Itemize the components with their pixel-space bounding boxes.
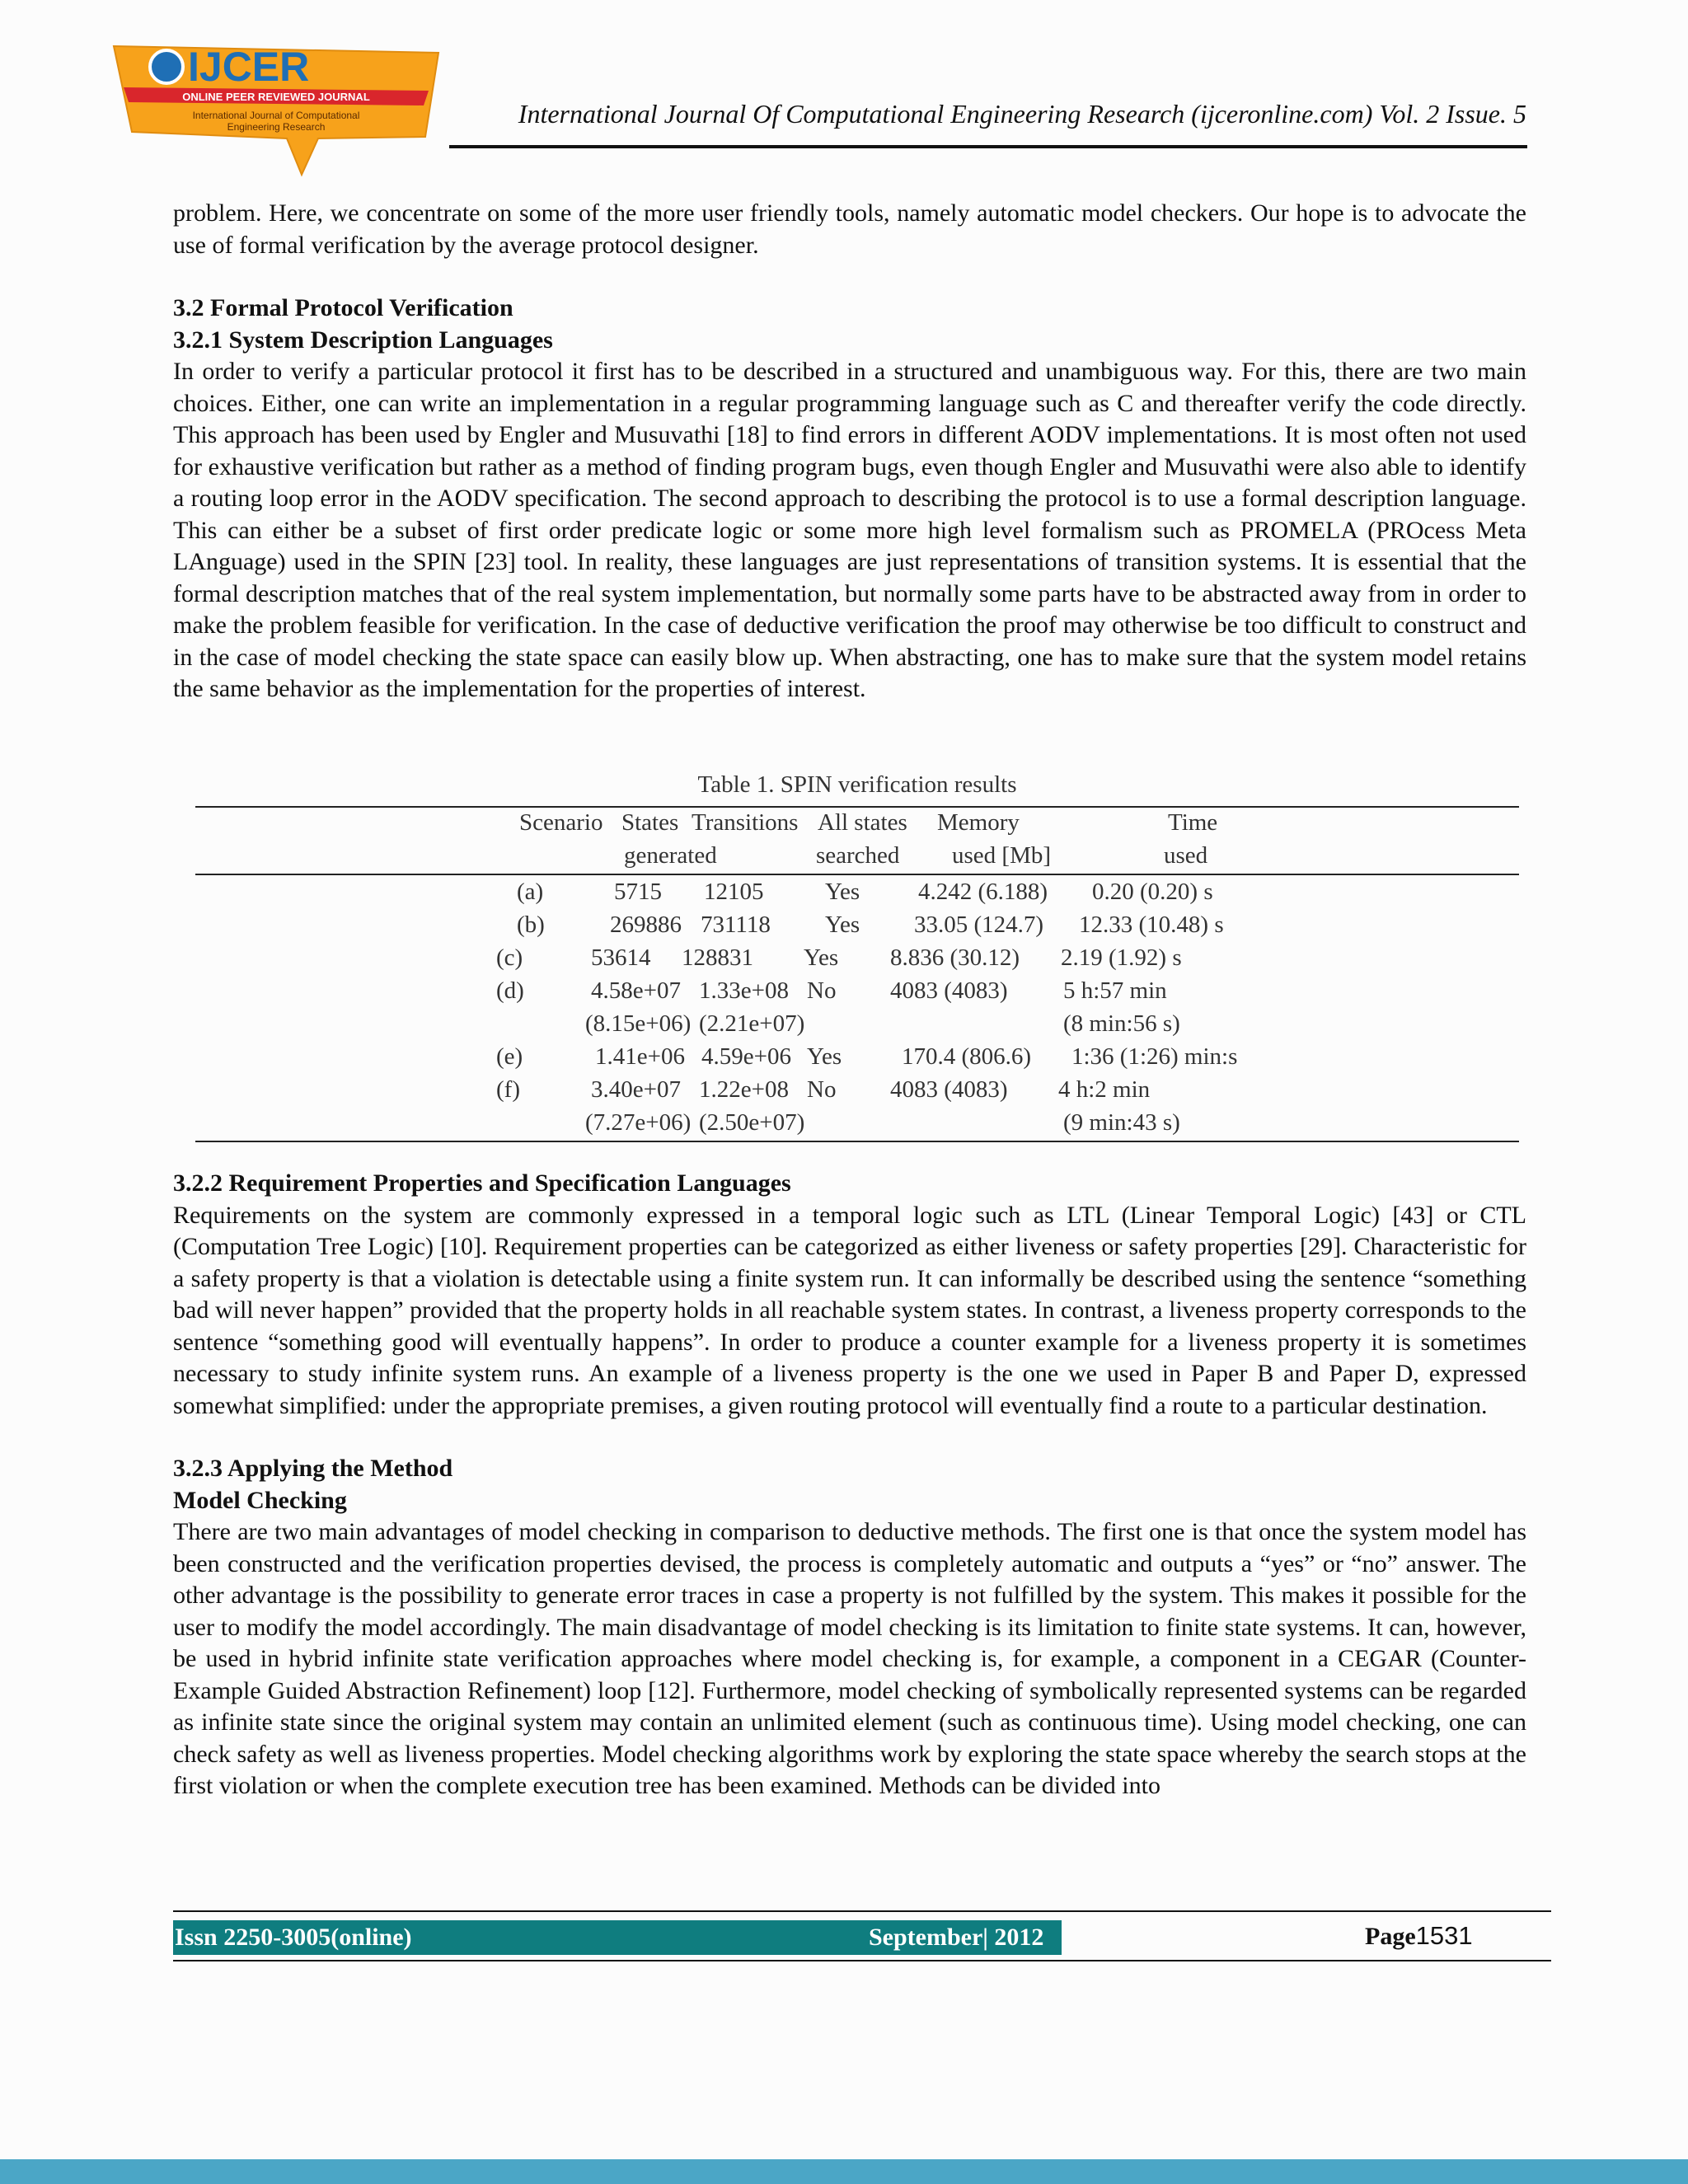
table-cell-searched: Yes — [804, 944, 839, 971]
table-cell-scenario: (c) — [496, 944, 523, 971]
table-cell-scenario: (a) — [517, 879, 544, 905]
table-cell-time: 5 h:57 min — [1063, 977, 1167, 1004]
table-cell-states: 269886 — [610, 912, 682, 938]
table-cell-transitions: (2.21e+07) — [699, 1010, 805, 1037]
table-header-rule — [195, 874, 1519, 875]
table-cell-transitions: 1.33e+08 — [699, 977, 789, 1004]
table-cell-searched: Yes — [825, 879, 860, 905]
table-cell-memory: 8.836 (30.12) — [890, 944, 1020, 971]
logo-tagline: ONLINE PEER REVIEWED JOURNAL — [182, 91, 370, 103]
footer-bottom-rule — [173, 1960, 1551, 1961]
col-header-searched: searched — [816, 842, 900, 869]
table-cell-scenario: (f) — [496, 1076, 520, 1103]
table-cell-states: 3.40e+07 — [591, 1076, 681, 1103]
intro-paragraph: problem. Here, we concentrate on some of the more user friendly tools, namely automatic model checkers. Our hope is to advocate the use of formal verification by the average protocol designer. — [173, 199, 1526, 259]
table-cell-transitions: 128831 — [682, 944, 753, 971]
logo-name: IJCER — [188, 44, 310, 90]
table-cell-memory: 33.05 (124.7) — [914, 912, 1044, 938]
section-3-2-1-paragraph: In order to verify a particular protocol it first has to be described in a structured and unambiguous way. For this, there are two main choices. Either, one can write an implementation in a regular programming language such as C and thereafter verify the code directly. This approach has been used by Engler and Musuvathi [18] to find errors in different AODV implementations. It is most often not used for exhaustive verification but rather as a method of finding program bugs, even though Engler and Musuvathi were also able to identify a routing loop error in the AODV specification. The second approach to describing the protocol is to use a formal description language. This can either be a subset of first order predicate logic or some more high level formalism such as PROMELA (PROcess Meta LAnguage) used in the SPIN [23] tool. In reality, these languages are just representations of transition systems. It is essential that the formal description matches that of the real system implementation, but normally some parts have to be abstracted away from in order to make the problem feasible for verification. In the case of deductive verification the proof may otherwise be too difficult to construct and in the case of model checking the state space can easily blow up. When abstracting, one has to make sure that the system model retains the same behavior as the implementation for the properties of interest. — [173, 358, 1526, 702]
col-header-memory: Memory — [937, 809, 1020, 836]
col-header-used: used — [1164, 842, 1208, 869]
section-3-2-1-heading: 3.2.1 System Description Languages — [173, 326, 553, 354]
table-cell-transitions: 1.22e+08 — [699, 1076, 789, 1103]
table-cell-states: 5715 — [614, 879, 662, 905]
table-cell-searched: No — [807, 1076, 837, 1103]
col-header-time: Time — [1168, 809, 1218, 836]
table-cell-searched: No — [807, 977, 837, 1004]
table-cell-time: 4 h:2 min — [1058, 1076, 1151, 1103]
table-cell-scenario: (b) — [517, 912, 545, 938]
col-header-generated: generated — [624, 842, 717, 869]
section-3-2-heading: 3.2 Formal Protocol Verification — [173, 294, 513, 321]
footer-page — [1365, 1919, 1473, 1954]
table-cell-searched: Yes — [825, 912, 860, 938]
journal-title: International Journal Of Computational Engineering Research (ijceronline.com) Vol. 2 Issue. 5 — [518, 99, 1526, 129]
table-cell-states: 1.41e+06 — [595, 1043, 685, 1070]
table-cell-time: 2.19 (1.92) s — [1061, 944, 1182, 971]
header-rule — [449, 145, 1527, 148]
table-bottom-rule — [195, 1141, 1519, 1142]
model-checking-paragraph: There are two main advantages of model checking in comparison to deductive methods. The first one is that once the system model has been constructed and the verification properties devised, the process is completely automatic and outputs a “yes” or “no” answer. The other advantage is the possibility to generate error traces in case a property is not fulfilled by the system. This makes it possible for the user to modify the model accordingly. The main disadvantage of model checking is its limitation to finite state systems. It can, however, be used in hybrid infinite state verification approaches where model checking is, for example, a component in a CEGAR (Counter-Example Guided Abstraction Refinement) loop [12]. Furthermore, model checking of symbolically represented systems can be regarded as infinite state since the original system may contain an unlimited element (such as continuous time). Using model checking, one can check safety as well as liveness properties. Model checking algorithms work by exploring the state space whereby the search stops at the first violation or when the complete execution tree has been examined. Methods can be divided into — [173, 1518, 1526, 1799]
table-cell-states: 53614 — [591, 944, 651, 971]
section-3-2-2-heading: 3.2.2 Requirement Properties and Specification Languages — [173, 1169, 791, 1197]
section-3-2-3-heading: 3.2.3 Applying the Method — [173, 1455, 453, 1482]
table-cell-memory: 170.4 (806.6) — [902, 1043, 1032, 1070]
body-bottom — [173, 1168, 1526, 1802]
table-cell-time: (9 min:43 s) — [1063, 1109, 1180, 1136]
table-cell-time: 0.20 (0.20) s — [1092, 879, 1213, 905]
logo-subtitle-line2: Engineering Research — [227, 121, 326, 133]
table-cell-time: (8 min:56 s) — [1063, 1010, 1180, 1037]
bottom-window-bar — [0, 2159, 1688, 2184]
logo-subtitle-line1: International Journal of Computational — [192, 110, 360, 121]
footer-top-rule — [173, 1910, 1551, 1912]
table-cell-states: (7.27e+06) — [585, 1109, 692, 1136]
table-cell-memory: 4083 (4083) — [890, 977, 1008, 1004]
col-header-transitions: Transitions — [692, 809, 799, 836]
table-cell-transitions: 4.59e+06 — [701, 1043, 791, 1070]
table-cell-scenario: (e) — [496, 1043, 523, 1070]
col-header-used-mb: used [Mb] — [952, 842, 1052, 869]
table-cell-scenario: (d) — [496, 977, 524, 1004]
table-cell-memory: 4.242 (6.188) — [918, 879, 1048, 905]
footer-issn: Issn 2250-3005(online) — [175, 1924, 412, 1951]
spin-results-table — [195, 766, 1519, 1146]
table-cell-time: 12.33 (10.48) s — [1079, 912, 1224, 938]
table-cell-searched: Yes — [807, 1043, 842, 1070]
table-cell-states: 4.58e+07 — [591, 977, 681, 1004]
footer-page-label: Page — [1365, 1923, 1416, 1950]
globe-icon — [150, 50, 183, 83]
table-cell-transitions: 12105 — [704, 879, 764, 905]
col-header-all-states: All states — [818, 809, 907, 836]
footer-page-number: 1531 — [1415, 1921, 1473, 1950]
col-header-states: States — [621, 809, 679, 836]
table-caption: Table 1. SPIN verification results — [697, 771, 1017, 798]
model-checking-heading: Model Checking — [173, 1486, 347, 1514]
table-cell-time: 1:36 (1:26) min:s — [1071, 1043, 1238, 1070]
body-top — [173, 198, 1526, 705]
table-cell-states: (8.15e+06) — [585, 1010, 692, 1037]
table-cell-memory: 4083 (4083) — [890, 1076, 1008, 1103]
table-cell-transitions: (2.50e+07) — [699, 1109, 805, 1136]
table-cell-transitions: 731118 — [701, 912, 771, 938]
section-3-2-2-paragraph: Requirements on the system are commonly expressed in a temporal logic such as LTL (Linear Temporal Logic) [43] or CTL (Computation Tree Logic) [10]. Requirement properties can be categorized as either liveness or safety properties [29]. Characteristic for a safety property is that a violation is detectable using a finite system run. It can informally be described using the sentence “something bad will never happen” provided that the property holds in all reachable system states. In contrast, a liveness property corresponds to the sentence “something good will eventually happens”. In order to produce a counter example for a liveness property it is sometimes necessary to study infinite system runs. An example of a liveness property is the one we used in Paper B and Paper D, expressed somewhat simplified: under the appropriate premises, a given routing protocol will eventually find a route to a particular destination. — [173, 1201, 1526, 1419]
footer-date: September| 2012 — [869, 1924, 1044, 1951]
col-header-scenario: Scenario — [519, 809, 603, 836]
ijcer-logo — [107, 40, 445, 180]
